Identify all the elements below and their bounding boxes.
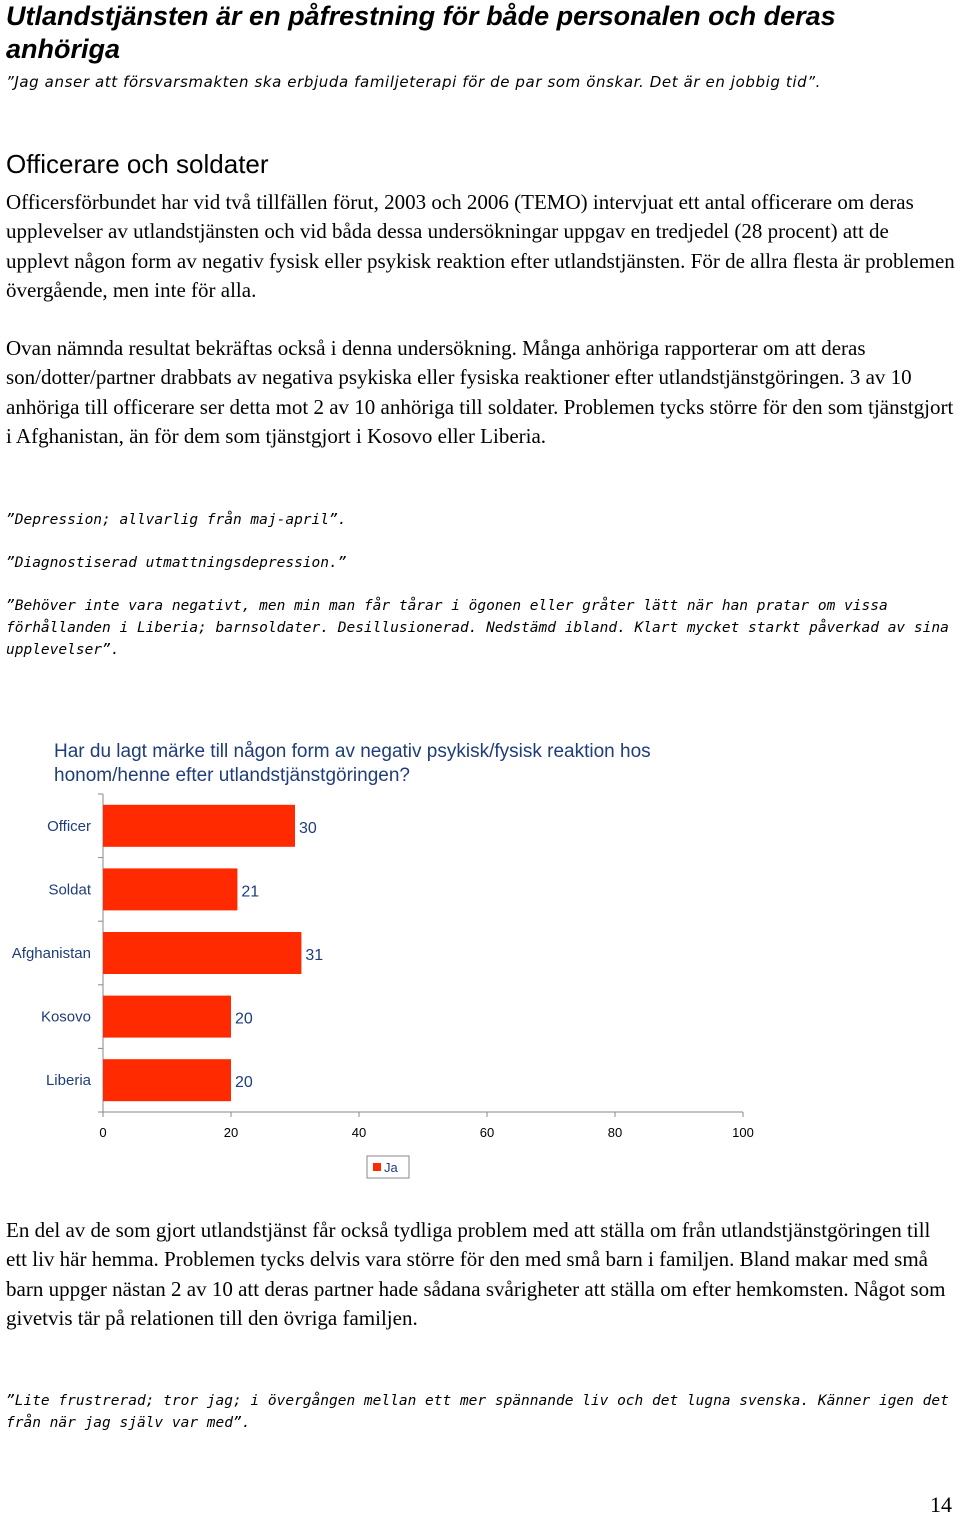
category-label: Afghanistan [11,945,91,962]
data-label: 20 [235,1074,253,1092]
category-label: Officer [47,817,91,835]
x-tick-label: 100 [732,1125,754,1140]
legend-swatch [373,1163,381,1171]
bar [103,1059,231,1101]
category-label: Kosovo [40,1008,91,1026]
chart-title: Har du lagt märke till någon form av negativ psykisk/fysisk reaktion hos honom/henne efter utlandstjänstgöringen? [54,741,651,786]
data-label: 21 [241,883,260,901]
page-heading: Utlandstjänsten är en påfrestning för både personalen och deras anhöriga [6,1,836,64]
data-label: 20 [235,1010,253,1028]
x-tick-label: 40 [351,1125,367,1140]
quote-liberia: ”Behöver inte vara negativt, men min man får tårar i ögonen eller gråter lätt när han pratar om vissa förhållanden i Liberia; barnsoldater. Desillusionerad. Nedstämd ibland. Klart mycket starkt påverkad av sina upplevelser”. [6,598,949,658]
bar [103,996,231,1038]
bar [103,868,237,910]
intro-quote: ”Jag anser att försvarsmakten ska erbjuda familjeterapi för de par som önskar. Det är en jobbig tid”. [6,73,821,91]
category-label: Soldat [48,881,91,899]
paragraph-results: Ovan nämnda resultat bekräftas också i denna undersökning. Många anhöriga rapporterar om att deras son/dotter/partner drabbats av negativa psykiska eller fysiska reaktioner efter utlandstjänstgöringen. 3 av 10 anhöriga till officerare ser detta mot 2 av 10 anhöriga till soldater. Problemen tycks större för den som tjänstgjort i Afghanistan, än för dem som tjänstgjort i Kosovo eller Liberia. [6,336,954,448]
bar [103,932,301,974]
paragraph-officersforbundet: Officersförbundet har vid två tillfällen förut, 2003 och 2006 (TEMO) intervjuat ett antal officerare om deras upplevelser av utlandstjänsten och vid båda dessa undersökningar uppgav en tredjedel (28 procent) att de upplevt någon form av negativ fysisk eller psykisk reaktion efter utlandstjänsten. För de allra flesta är problemen övergående, men inte för alla. [6,190,955,302]
x-tick-label: 80 [607,1125,623,1140]
bar [103,805,295,847]
x-tick-label: 20 [223,1125,239,1140]
quote-utmattning: ”Diagnostiserad utmattningsdepression.” [6,555,347,571]
data-label: 31 [305,947,324,964]
chart-legend [367,1156,409,1178]
closing-quote: ”Lite frustrerad; tror jag; i övergången mellan ett mer spännande liv och det lugna svenska. Känner igen det från när jag själv var med”. [6,1393,949,1431]
chart-bars [12,805,324,1101]
category-label: Liberia [45,1072,91,1090]
closing-paragraph: En del av de som gjort utlandstjänst får också tydliga problem med att ställa om från utlandstjänstgöringen till ett liv här hemma. Problemen tycks delvis vara större för den med små barn i familjen. Bland makar med små barn uppger nästan 2 av 10 att deras partner hade sådana svårigheter att ställa om efter hemkomsten. Något som givetvis tär på relationen till den övriga familjen. [6,1218,946,1330]
data-label: 30 [299,819,317,837]
legend-label: Ja [384,1160,398,1175]
x-tick-label: 60 [479,1125,495,1140]
page-number: 14 [930,1492,952,1517]
section-title: Officerare och soldater [6,149,269,179]
bar-chart [0,780,960,1190]
quote-depression: ”Depression; allvarlig från maj-april”. [6,512,347,528]
x-tick-label: 0 [99,1125,107,1140]
